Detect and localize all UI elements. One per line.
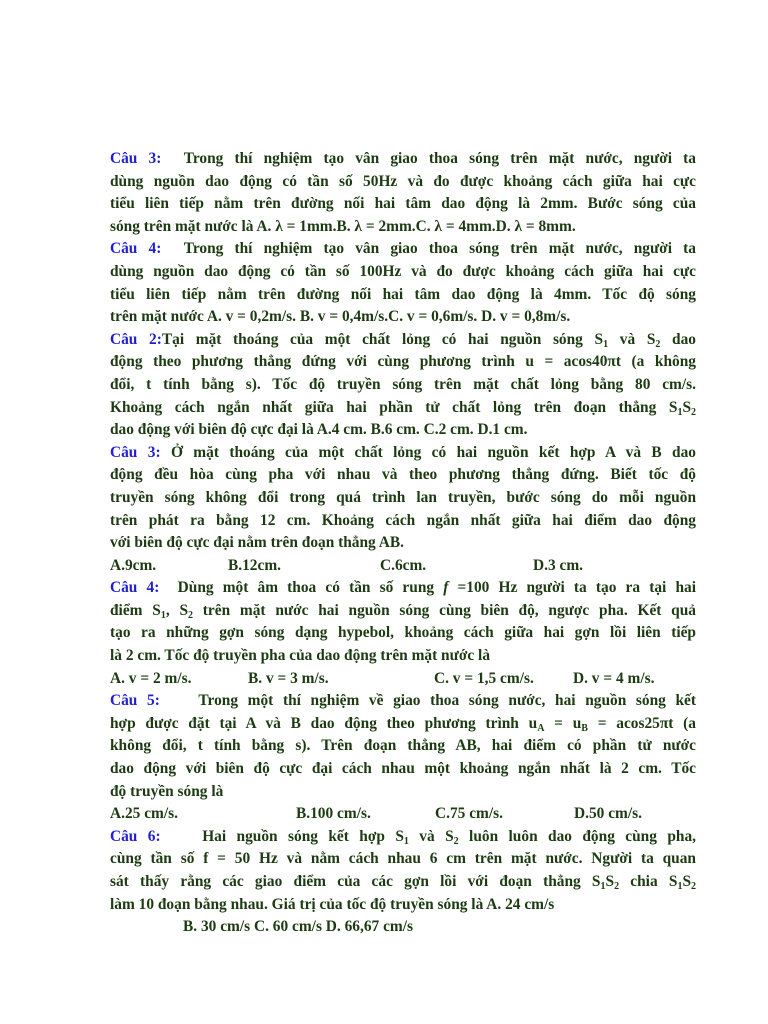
question-line: Khoảng cách ngắn nhất giữa hai phần tử chất lỏng trên đoạn thẳng $S_1S_2$ [110, 398, 696, 418]
question-line: Câu 5: Trong một thí nghiệm về giao thoa sóng nước, hai nguồn sóng kết [110, 692, 696, 710]
question-label: Câu 4: [110, 579, 160, 597]
question-line: Câu 3: Trong thí nghiệm tạo vân giao thoa sóng trên mặt nước, người ta [110, 150, 696, 167]
question-line: B. 30 cm/s C. 60 cm/s D. 66,67 cm/s [183, 918, 413, 936]
answer-option: C. v = 1,5 cm/s. [434, 669, 534, 687]
question-line: dùng nguồn dao động có tần số 100Hz và đo được khoảng cách giữa hai cực [110, 262, 696, 280]
answer-row [110, 803, 696, 826]
question-line: dùng nguồn dao động có tần số 50Hz và đo được khoảng cách giữa hai cực [110, 172, 696, 190]
answer-option: C.6cm. [380, 556, 427, 574]
question-line: dao động với biên độ cực đại là A.4 cm. B.6 cm. C.2 cm. D.1 cm. [110, 421, 528, 439]
question-line: hợp được đặt tại A và B dao động theo phương trình $u_A = u_B = acos25\pi t$ (a [110, 714, 696, 734]
answer-option: D.3 cm. [533, 556, 584, 574]
question-line: Câu 6: Hai nguồn sóng kết hợp $S_1$ và $S_2$ luôn luôn dao động cùng pha, [110, 827, 696, 847]
question-label: Câu 5: [110, 692, 160, 710]
question-line: không đổi, t tính bằng s). Trên đoạn thẳng AB, hai điểm có phần tử nước [110, 737, 696, 755]
answer-row [110, 555, 696, 578]
question-line: động theo phương thẳng đứng với cùng phương trình u = acos40πt (a không [110, 353, 696, 371]
question-line: tạo ra những gợn sóng dạng hypebol, khoảng cách giữa hai gợn lồi liên tiếp [110, 624, 696, 642]
question-label: Câu 3: [110, 443, 161, 461]
answer-option: D.50 cm/s. [574, 805, 642, 823]
question-line: sóng trên mặt nước là A. λ = 1mm.B. λ = 2mm.C. λ = 4mm.D. λ = 8mm. [110, 217, 576, 235]
question-line: Câu 4: Trong thí nghiệm tạo vân giao thoa sóng trên mặt nước, người ta [110, 240, 696, 258]
question-line: Câu 4: Dùng một âm thoa có tần số rung f =100 Hz người ta tạo ra tại hai [110, 579, 696, 597]
question-line: Câu 2:Tại mặt thoáng của một chất lỏng có hai nguồn sóng $S_1$ và $S_2$ dao [110, 330, 696, 350]
question-line: tiểu liên tiếp nằm trên đường nối hai tâm dao động là 4mm. Tốc độ sóng [110, 285, 696, 303]
question-line: trên mặt nước A. v = 0,2m/s. B. v = 0,4m/s.C. v = 0,6m/s. D. v = 0,8m/s. [110, 308, 571, 326]
question-line: là 2 cm. Tốc độ truyền pha của dao động trên mặt nước là [110, 647, 491, 665]
question-line: tiểu liên tiếp nằm trên đường nối hai tâm dao động là 2mm. Bước sóng của [110, 195, 696, 213]
question-line: sát thấy rằng các giao điểm của các gợn lồi với đoạn thẳng $S_1S_2$ chia $S_1S_2$ [110, 873, 697, 892]
answer-option: A.25 cm/s. [110, 805, 178, 823]
answer-option: B.100 cm/s. [296, 805, 371, 823]
question-line: đổi, t tính bằng s). Tốc độ truyền sóng trên mặt chất lỏng bằng 80 cm/s. [110, 375, 696, 393]
answer-option: C.75 cm/s. [435, 805, 503, 823]
question-line: độ truyền sóng là [110, 782, 224, 800]
question-line: với biên độ cực đại nằm trên đoạn thẳng AB. [110, 534, 404, 552]
question-block [110, 238, 696, 328]
question-line: dao động với biên độ cực đại cách nhau một khoảng ngắn nhất là 2 cm. Tốc [110, 760, 696, 778]
answer-option: D. v = 4 m/s. [573, 669, 655, 687]
answer-option: B. v = 3 m/s. [248, 669, 329, 687]
question-label: Câu 2: [110, 330, 162, 348]
question-line: làm 10 đoạn bằng nhau. Giá trị của tốc độ truyền sóng là A. 24 cm/s [110, 895, 555, 913]
answer-option: A.9cm. [110, 556, 157, 574]
question-label: Câu 6: [110, 827, 161, 845]
question-line: điểm $S_1$, $S_2$ trên mặt nước hai nguồn sóng cùng biên độ, ngược pha. Kết quả [110, 601, 696, 621]
question-block [110, 148, 696, 238]
question-label: Câu 4: [110, 240, 162, 258]
question-line: động đều hòa cùng pha với nhau và theo phương thẳng đứng. Biết tốc độ [110, 466, 696, 484]
question-block [110, 577, 696, 690]
question-line: cùng tần số f = 50 Hz và nằm cách nhau 6 cm trên mặt nước. Người ta quan [110, 850, 696, 868]
answer-option: A. v = 2 m/s. [110, 669, 192, 687]
question-block [110, 329, 696, 442]
question-line: trên phát ra bằng 12 cm. Khoảng cách ngắn nhất giữa hai điểm dao động [110, 511, 696, 529]
question-block [110, 826, 696, 939]
answer-option: B.12cm. [228, 556, 282, 574]
question-label: Câu 3: [110, 150, 162, 167]
answer-row [110, 668, 696, 691]
question-block [110, 442, 696, 578]
question-line: truyền sóng không đổi trong quá trình lan truyền, bước sóng do mỗi nguồn [110, 488, 696, 506]
question-block [110, 690, 696, 826]
question-line: Câu 3: Ở mặt thoáng của một chất lỏng có hai nguồn kết hợp A và B dao [110, 443, 696, 461]
